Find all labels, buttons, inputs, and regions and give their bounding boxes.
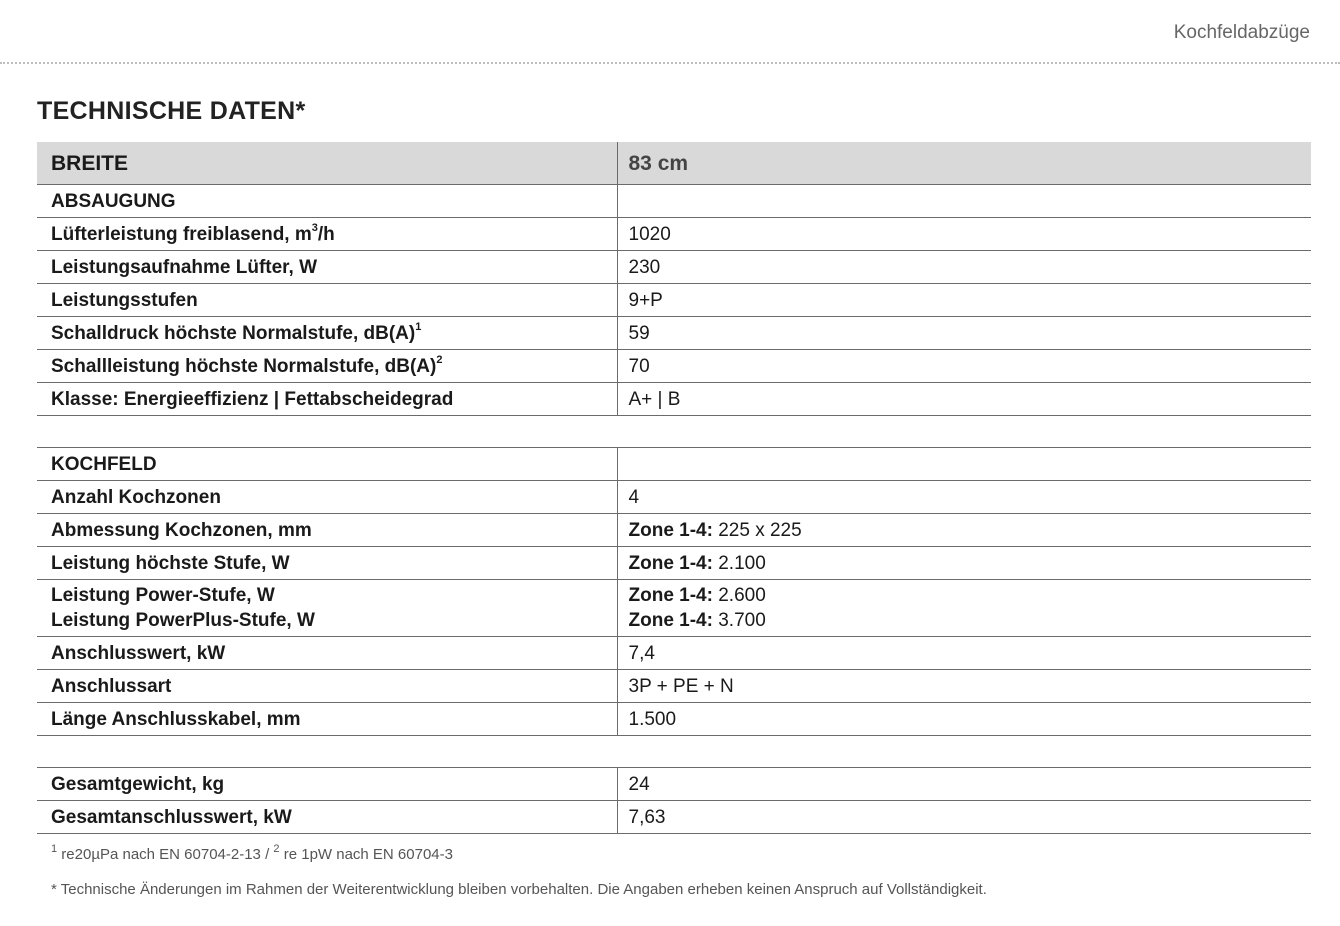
zone-prefix: Zone 1-4:: [628, 519, 713, 541]
width-value: 83 cm: [617, 142, 1311, 185]
spacer-row: [37, 416, 1311, 448]
row-value: 3P + PE + N: [617, 670, 1311, 703]
row-label: Klasse: Energieeffizienz | Fettabscheidegrad: [37, 383, 617, 416]
row-label: Anschlusswert, kW: [37, 637, 617, 670]
row-value: Zone 1-4: 2.600 Zone 1-4: 3.700: [617, 580, 1311, 637]
row-value: 24: [617, 768, 1311, 801]
disclaimer: * Technische Änderungen im Rahmen der Weiterentwicklung bleiben vorbehalten. Die Angaben erheben keinen Anspruch auf Vollständigkeit.: [51, 881, 987, 898]
table-row: [37, 670, 1311, 703]
row-label: Leistung höchste Stufe, W: [37, 547, 617, 580]
row-label: Leistungsstufen: [37, 284, 617, 317]
page-title: TECHNISCHE DATEN*: [37, 97, 306, 125]
row-label: Anzahl Kochzonen: [37, 481, 617, 514]
row-value: Zone 1-4: 225 x 225: [617, 514, 1311, 547]
superscript: 1: [415, 321, 422, 334]
table-row: [37, 514, 1311, 547]
row-value: Zone 1-4: 2.100: [617, 547, 1311, 580]
row-label: Gesamtgewicht, kg: [37, 768, 617, 801]
table-row: [37, 350, 1311, 383]
row-label: Abmessung Kochzonen, mm: [37, 514, 617, 547]
row-label: Gesamtanschlusswert, kW: [37, 801, 617, 834]
row-label: Schalldruck höchste Normalstufe, $dB(A)^1$: [37, 317, 617, 350]
dotted-divider: [0, 62, 1340, 64]
width-label: BREITE: [37, 142, 617, 185]
table-row: [37, 481, 1311, 514]
row-label: Lüfterleistung freiblasend, $m^3/h$: [37, 218, 617, 251]
table-row: [37, 547, 1311, 580]
table-row: [37, 637, 1311, 670]
table-row: [37, 218, 1311, 251]
row-value: 230: [617, 251, 1311, 284]
row-value: 1.500: [617, 703, 1311, 736]
superscript: 2: [436, 354, 443, 367]
table-row: [37, 768, 1311, 801]
table-header-row: [37, 142, 1311, 185]
table-row: [37, 251, 1311, 284]
header-category: Kochfeldabzüge: [1173, 22, 1310, 43]
footnote-measurement: $^1$ re20µPa nach EN 60704-2-13 / $^2$ re 1pW nach EN 60704-3: [51, 843, 453, 863]
section-label: ABSAUGUNG: [37, 185, 617, 218]
section-row-absaugung: [37, 185, 1311, 218]
zone-prefix: Zone 1-4:: [628, 610, 713, 631]
section-row-kochfeld: [37, 448, 1311, 481]
superscript: 3: [311, 222, 318, 235]
row-value: 70: [617, 350, 1311, 383]
row-label: Schallleistung höchste Normalstufe, $dB(A)^2$: [37, 350, 617, 383]
zone-prefix: Zone 1-4:: [628, 552, 713, 574]
zone-prefix: Zone 1-4:: [628, 585, 713, 606]
table-row: [37, 801, 1311, 834]
table-row: [37, 284, 1311, 317]
row-value: 59: [617, 317, 1311, 350]
row-value: 4: [617, 481, 1311, 514]
table-row: [37, 317, 1311, 350]
footnotes: [51, 843, 453, 863]
row-value: A+ | B: [617, 383, 1311, 416]
row-value: 9+P: [617, 284, 1311, 317]
table-row: [37, 703, 1311, 736]
row-label: Leistungsaufnahme Lüfter, W: [37, 251, 617, 284]
row-label: Länge Anschlusskabel, mm: [37, 703, 617, 736]
table-row: [37, 383, 1311, 416]
section-label: KOCHFELD: [37, 448, 617, 481]
table-row: [37, 580, 1311, 637]
row-value: 1020: [617, 218, 1311, 251]
spec-table: [37, 142, 1311, 834]
row-value: 7,63: [617, 801, 1311, 834]
row-label: Leistung Power-Stufe, W Leistung PowerPlus-Stufe, W: [37, 580, 617, 637]
row-value: 7,4: [617, 637, 1311, 670]
spacer-row: [37, 736, 1311, 768]
row-label: Anschlussart: [37, 670, 617, 703]
